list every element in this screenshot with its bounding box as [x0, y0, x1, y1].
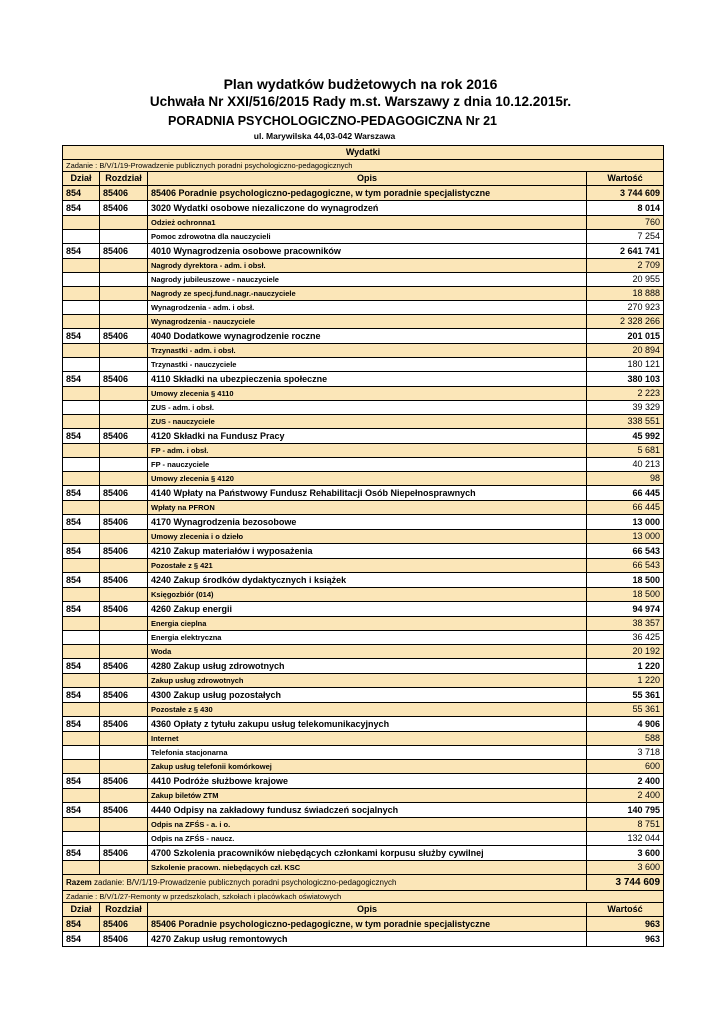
cell-opis: 4360 Opłaty z tytułu zakupu usług telekomunikacyjnych — [148, 717, 587, 732]
table-row-detail — [63, 501, 664, 515]
cell-opis: ZUS - adm. i obsł. — [148, 401, 587, 415]
cell-opis: Trzynastki - nauczyciele — [148, 358, 587, 372]
col-header-dzial: Dział — [63, 172, 100, 186]
col-header-opis: Opis — [148, 903, 587, 917]
cell-opis: Nagrody jubileuszowe - nauczyciele — [148, 273, 587, 287]
cell-opis: 4240 Zakup środków dydaktycznych i książek — [148, 573, 587, 588]
table-row-detail — [63, 259, 664, 273]
cell-wartosc: 2 400 — [587, 774, 664, 789]
cell-opis: Zakup usług zdrowotnych — [148, 674, 587, 688]
institution-name: PORADNIA PSYCHOLOGICZNO-PEDAGOGICZNA Nr 21 — [168, 114, 497, 128]
table-row-paragraph — [63, 329, 664, 344]
cell-dzial: 854 — [63, 201, 100, 216]
cell-wartosc: 39 329 — [587, 401, 664, 415]
cell-wartosc: 963 — [587, 932, 664, 947]
cell-wartosc: 94 974 — [587, 602, 664, 617]
table-row-paragraph — [63, 803, 664, 818]
cell-opis: 85406 Poradnie psychologiczno-pedagogiczne, w tym poradnie specjalistyczne — [148, 186, 587, 201]
cell-rozdzial — [100, 832, 148, 846]
cell-opis: FP - adm. i obsł. — [148, 444, 587, 458]
cell-opis: Odpis na ZFŚS - a. i o. — [148, 818, 587, 832]
cell-opis: Energia elektryczna — [148, 631, 587, 645]
table-row-paragraph — [63, 244, 664, 259]
cell-opis: 85406 Poradnie psychologiczno-pedagogiczne, w tym poradnie specjalistyczne — [148, 917, 587, 932]
table-row-detail — [63, 674, 664, 688]
cell-dzial: 854 — [63, 932, 100, 947]
cell-opis: Trzynastki - adm. i obsł. — [148, 344, 587, 358]
table-row-paragraph — [63, 602, 664, 617]
cell-rozdzial: 85406 — [100, 717, 148, 732]
cell-wartosc: 36 425 — [587, 631, 664, 645]
summary-text: zadanie: B/V/1/19-Prowadzenie publicznych poradni psychologiczno-pedagogicznych — [94, 878, 397, 887]
cell-rozdzial: 85406 — [100, 544, 148, 559]
table-row-paragraph — [63, 688, 664, 703]
cell-wartosc: 2 400 — [587, 789, 664, 803]
cell-rozdzial — [100, 645, 148, 659]
cell-dzial — [63, 746, 100, 760]
cell-dzial — [63, 501, 100, 515]
cell-dzial — [63, 415, 100, 429]
column-header-row — [63, 903, 664, 917]
cell-wartosc: 588 — [587, 732, 664, 746]
cell-wartosc: 380 103 — [587, 372, 664, 387]
cell-wartosc: 13 000 — [587, 530, 664, 544]
cell-dzial — [63, 861, 100, 875]
cell-rozdzial — [100, 287, 148, 301]
cell-rozdzial: 85406 — [100, 201, 148, 216]
cell-wartosc: 2 641 741 — [587, 244, 664, 259]
table-row-paragraph — [63, 544, 664, 559]
cell-rozdzial — [100, 818, 148, 832]
cell-dzial — [63, 631, 100, 645]
table-row-detail — [63, 273, 664, 287]
cell-dzial — [63, 287, 100, 301]
cell-opis: Umowy zlecenia i o dzieło — [148, 530, 587, 544]
chapter-total-row — [63, 917, 664, 932]
table-row-detail — [63, 617, 664, 631]
cell-rozdzial: 85406 — [100, 659, 148, 674]
table-row-detail — [63, 358, 664, 372]
cell-dzial — [63, 259, 100, 273]
cell-dzial — [63, 818, 100, 832]
cell-rozdzial — [100, 387, 148, 401]
table-row-detail — [63, 415, 664, 429]
cell-rozdzial: 85406 — [100, 846, 148, 861]
cell-wartosc: 40 213 — [587, 458, 664, 472]
cell-wartosc: 20 192 — [587, 645, 664, 659]
table-row-paragraph — [63, 515, 664, 530]
cell-dzial — [63, 732, 100, 746]
cell-rozdzial — [100, 230, 148, 244]
cell-rozdzial — [100, 789, 148, 803]
cell-rozdzial — [100, 315, 148, 329]
col-header-wartosc: Wartość — [587, 903, 664, 917]
cell-opis: Nagrody ze specj.fund.nagr.-nauczyciele — [148, 287, 587, 301]
cell-dzial: 854 — [63, 774, 100, 789]
cell-opis: Pozostałe z § 430 — [148, 703, 587, 717]
table-row-paragraph — [63, 429, 664, 444]
summary-label-cell — [63, 875, 587, 891]
cell-wartosc: 760 — [587, 216, 664, 230]
cell-dzial — [63, 760, 100, 774]
cell-wartosc: 140 795 — [587, 803, 664, 818]
cell-rozdzial: 85406 — [100, 515, 148, 530]
cell-rozdzial — [100, 703, 148, 717]
cell-rozdzial: 85406 — [100, 917, 148, 932]
cell-opis: 4280 Zakup usług zdrowotnych — [148, 659, 587, 674]
cell-dzial: 854 — [63, 688, 100, 703]
table-row-paragraph — [63, 774, 664, 789]
table-row-detail — [63, 387, 664, 401]
table-row-paragraph — [63, 659, 664, 674]
cell-rozdzial — [100, 588, 148, 602]
cell-opis: 4260 Zakup energii — [148, 602, 587, 617]
table-row-detail — [63, 530, 664, 544]
cell-wartosc: 98 — [587, 472, 664, 486]
cell-dzial — [63, 315, 100, 329]
table-row-detail — [63, 746, 664, 760]
cell-wartosc: 180 121 — [587, 358, 664, 372]
cell-wartosc: 66 543 — [587, 559, 664, 573]
table-row-paragraph — [63, 846, 664, 861]
cell-opis: 4010 Wynagrodzenia osobowe pracowników — [148, 244, 587, 259]
cell-wartosc: 3 744 609 — [587, 186, 664, 201]
table-row-detail — [63, 216, 664, 230]
table-row-paragraph — [63, 372, 664, 387]
table-row-detail — [63, 732, 664, 746]
cell-wartosc: 7 254 — [587, 230, 664, 244]
cell-dzial: 854 — [63, 602, 100, 617]
cell-wartosc: 20 955 — [587, 273, 664, 287]
table-row-detail — [63, 703, 664, 717]
task-header-row — [63, 160, 664, 172]
cell-wartosc: 3 600 — [587, 846, 664, 861]
cell-opis: Umowy zlecenia § 4110 — [148, 387, 587, 401]
cell-opis: 4170 Wynagrodzenia bezosobowe — [148, 515, 587, 530]
chapter-total-row — [63, 186, 664, 201]
cell-rozdzial — [100, 401, 148, 415]
table-row-detail — [63, 645, 664, 659]
cell-dzial — [63, 674, 100, 688]
task-summary-row — [63, 875, 664, 891]
cell-dzial — [63, 344, 100, 358]
cell-opis: Wynagrodzenia - nauczyciele — [148, 315, 587, 329]
cell-opis: 4700 Szkolenia pracowników niebędących członkami korpusu służby cywilnej — [148, 846, 587, 861]
table-row-detail — [63, 315, 664, 329]
cell-dzial: 854 — [63, 186, 100, 201]
cell-wartosc: 3 718 — [587, 746, 664, 760]
cell-rozdzial — [100, 344, 148, 358]
cell-dzial: 854 — [63, 573, 100, 588]
cell-rozdzial — [100, 458, 148, 472]
cell-dzial: 854 — [63, 486, 100, 501]
cell-wartosc: 66 445 — [587, 486, 664, 501]
page-title: Plan wydatków budżetowych na rok 2016 — [223, 76, 498, 92]
cell-dzial: 854 — [63, 659, 100, 674]
cell-opis: 4120 Składki na Fundusz Pracy — [148, 429, 587, 444]
cell-dzial: 854 — [63, 917, 100, 932]
cell-dzial — [63, 832, 100, 846]
cell-opis: Wynagrodzenia - adm. i obsł. — [148, 301, 587, 315]
cell-dzial — [63, 472, 100, 486]
institution-address: ul. Marywilska 44,03-042 Warszawa — [253, 131, 396, 141]
table-row-detail — [63, 760, 664, 774]
cell-rozdzial: 85406 — [100, 186, 148, 201]
cell-opis: FP - nauczyciele — [148, 458, 587, 472]
col-header-rozdzial: Rozdział — [100, 903, 148, 917]
cell-dzial — [63, 230, 100, 244]
cell-wartosc: 201 015 — [587, 329, 664, 344]
table-row-detail — [63, 301, 664, 315]
cell-wartosc: 38 357 — [587, 617, 664, 631]
cell-wartosc: 55 361 — [587, 688, 664, 703]
cell-dzial: 854 — [63, 429, 100, 444]
cell-opis: Energia cieplna — [148, 617, 587, 631]
cell-wartosc: 132 044 — [587, 832, 664, 846]
col-header-dzial: Dział — [63, 903, 100, 917]
cell-rozdzial — [100, 216, 148, 230]
cell-rozdzial: 85406 — [100, 486, 148, 501]
cell-opis: 4440 Odpisy na zakładowy fundusz świadczeń socjalnych — [148, 803, 587, 818]
cell-wartosc: 1 220 — [587, 659, 664, 674]
table-row-detail — [63, 401, 664, 415]
cell-wartosc: 2 223 — [587, 387, 664, 401]
cell-dzial: 854 — [63, 329, 100, 344]
cell-dzial — [63, 559, 100, 573]
cell-dzial: 854 — [63, 717, 100, 732]
cell-rozdzial: 85406 — [100, 429, 148, 444]
cell-rozdzial — [100, 674, 148, 688]
cell-opis: ZUS - nauczyciele — [148, 415, 587, 429]
task-label: Zadanie : B/V/1/27-Remonty w przedszkolach, szkołach i placówkach oświatowych — [63, 891, 664, 903]
cell-dzial — [63, 301, 100, 315]
col-header-opis: Opis — [148, 172, 587, 186]
cell-wartosc: 2 328 266 — [587, 315, 664, 329]
cell-rozdzial: 85406 — [100, 688, 148, 703]
cell-dzial — [63, 387, 100, 401]
cell-rozdzial — [100, 415, 148, 429]
cell-wartosc: 3 600 — [587, 861, 664, 875]
cell-rozdzial: 85406 — [100, 329, 148, 344]
cell-rozdzial — [100, 617, 148, 631]
cell-wartosc: 18 500 — [587, 573, 664, 588]
cell-rozdzial — [100, 746, 148, 760]
cell-opis: 4140 Wpłaty na Państwowy Fundusz Rehabilitacji Osób Niepełnosprawnych — [148, 486, 587, 501]
cell-wartosc: 20 894 — [587, 344, 664, 358]
cell-rozdzial: 85406 — [100, 803, 148, 818]
cell-rozdzial: 85406 — [100, 244, 148, 259]
cell-wartosc: 338 551 — [587, 415, 664, 429]
cell-opis: Pozostałe z § 421 — [148, 559, 587, 573]
cell-opis: Odpis na ZFŚS - naucz. — [148, 832, 587, 846]
section-header-row — [63, 146, 664, 160]
cell-dzial — [63, 358, 100, 372]
column-header-row — [63, 172, 664, 186]
cell-dzial: 854 — [63, 846, 100, 861]
cell-rozdzial: 85406 — [100, 932, 148, 947]
col-header-rozdzial: Rozdział — [100, 172, 148, 186]
cell-opis: Umowy zlecenia § 4120 — [148, 472, 587, 486]
cell-dzial — [63, 588, 100, 602]
table-row-paragraph — [63, 932, 664, 947]
table-row-paragraph — [63, 573, 664, 588]
cell-opis: Zakup biletów ZTM — [148, 789, 587, 803]
table-row-detail — [63, 344, 664, 358]
cell-opis: Odzież ochronna1 — [148, 216, 587, 230]
cell-wartosc: 8 751 — [587, 818, 664, 832]
table-row-paragraph — [63, 717, 664, 732]
cell-wartosc: 600 — [587, 760, 664, 774]
cell-dzial — [63, 401, 100, 415]
cell-rozdzial — [100, 301, 148, 315]
cell-wartosc: 963 — [587, 917, 664, 932]
cell-dzial: 854 — [63, 372, 100, 387]
cell-rozdzial: 85406 — [100, 774, 148, 789]
section-title: Wydatki — [63, 146, 664, 160]
resolution-subtitle: Uchwała Nr XXI/516/2015 Rady m.st. Warszawy z dnia 10.12.2015r. — [149, 94, 572, 109]
cell-opis: Wpłaty na PFRON — [148, 501, 587, 515]
cell-dzial — [63, 216, 100, 230]
cell-opis: Nagrody dyrektora - adm. i obsł. — [148, 259, 587, 273]
cell-dzial — [63, 789, 100, 803]
table-row-detail — [63, 559, 664, 573]
table-row-detail — [63, 444, 664, 458]
cell-rozdzial — [100, 530, 148, 544]
cell-rozdzial — [100, 559, 148, 573]
cell-rozdzial — [100, 861, 148, 875]
task-label: Zadanie : B/V/1/19-Prowadzenie publicznych poradni psychologiczno-pedagogicznych — [63, 160, 664, 172]
table-row-detail — [63, 458, 664, 472]
cell-rozdzial — [100, 444, 148, 458]
cell-rozdzial — [100, 273, 148, 287]
summary-value: 3 744 609 — [587, 875, 664, 891]
cell-dzial — [63, 458, 100, 472]
table-row-detail — [63, 472, 664, 486]
cell-wartosc: 66 445 — [587, 501, 664, 515]
cell-rozdzial: 85406 — [100, 602, 148, 617]
cell-opis: Pomoc zdrowotna dla nauczycieli — [148, 230, 587, 244]
table-row-detail — [63, 832, 664, 846]
cell-dzial — [63, 444, 100, 458]
cell-wartosc: 55 361 — [587, 703, 664, 717]
cell-opis: Internet — [148, 732, 587, 746]
cell-rozdzial: 85406 — [100, 372, 148, 387]
summary-label: Razem — [66, 878, 92, 887]
cell-opis: 4270 Zakup usług remontowych — [148, 932, 587, 947]
cell-rozdzial — [100, 358, 148, 372]
cell-opis: 4040 Dodatkowe wynagrodzenie roczne — [148, 329, 587, 344]
table-row-paragraph — [63, 486, 664, 501]
cell-opis: 4110 Składki na ubezpieczenia społeczne — [148, 372, 587, 387]
cell-rozdzial — [100, 259, 148, 273]
cell-opis: Woda — [148, 645, 587, 659]
cell-wartosc: 4 906 — [587, 717, 664, 732]
cell-rozdzial — [100, 501, 148, 515]
table-row-detail — [63, 230, 664, 244]
cell-dzial — [63, 273, 100, 287]
col-header-wartosc: Wartość — [587, 172, 664, 186]
cell-opis: Szkolenie pracown. niebędących czł. KSC — [148, 861, 587, 875]
cell-rozdzial — [100, 760, 148, 774]
cell-wartosc: 66 543 — [587, 544, 664, 559]
table-row-detail — [63, 789, 664, 803]
cell-opis: Telefonia stacjonarna — [148, 746, 587, 760]
cell-dzial — [63, 703, 100, 717]
cell-opis: 4410 Podróże służbowe krajowe — [148, 774, 587, 789]
cell-opis: 3020 Wydatki osobowe niezaliczone do wynagrodzeń — [148, 201, 587, 216]
cell-rozdzial — [100, 631, 148, 645]
cell-rozdzial — [100, 472, 148, 486]
cell-wartosc: 1 220 — [587, 674, 664, 688]
table-row-paragraph — [63, 201, 664, 216]
table-row-detail — [63, 861, 664, 875]
cell-rozdzial: 85406 — [100, 573, 148, 588]
cell-wartosc: 18 500 — [587, 588, 664, 602]
cell-wartosc: 5 681 — [587, 444, 664, 458]
budget-table — [62, 145, 664, 947]
table-row-detail — [63, 818, 664, 832]
cell-dzial — [63, 645, 100, 659]
table-row-detail — [63, 631, 664, 645]
cell-rozdzial — [100, 732, 148, 746]
cell-dzial: 854 — [63, 544, 100, 559]
cell-wartosc: 2 709 — [587, 259, 664, 273]
cell-dzial — [63, 617, 100, 631]
cell-dzial: 854 — [63, 515, 100, 530]
cell-opis: 4210 Zakup materiałów i wyposażenia — [148, 544, 587, 559]
task-header-row — [63, 891, 664, 903]
cell-opis: Księgozbiór (014) — [148, 588, 587, 602]
cell-wartosc: 270 923 — [587, 301, 664, 315]
cell-opis: Zakup usług telefonii komórkowej — [148, 760, 587, 774]
cell-wartosc: 45 992 — [587, 429, 664, 444]
cell-dzial: 854 — [63, 803, 100, 818]
table-row-detail — [63, 287, 664, 301]
cell-wartosc: 18 888 — [587, 287, 664, 301]
cell-dzial: 854 — [63, 244, 100, 259]
cell-wartosc: 8 014 — [587, 201, 664, 216]
cell-opis: 4300 Zakup usług pozostałych — [148, 688, 587, 703]
cell-wartosc: 13 000 — [587, 515, 664, 530]
cell-dzial — [63, 530, 100, 544]
table-row-detail — [63, 588, 664, 602]
